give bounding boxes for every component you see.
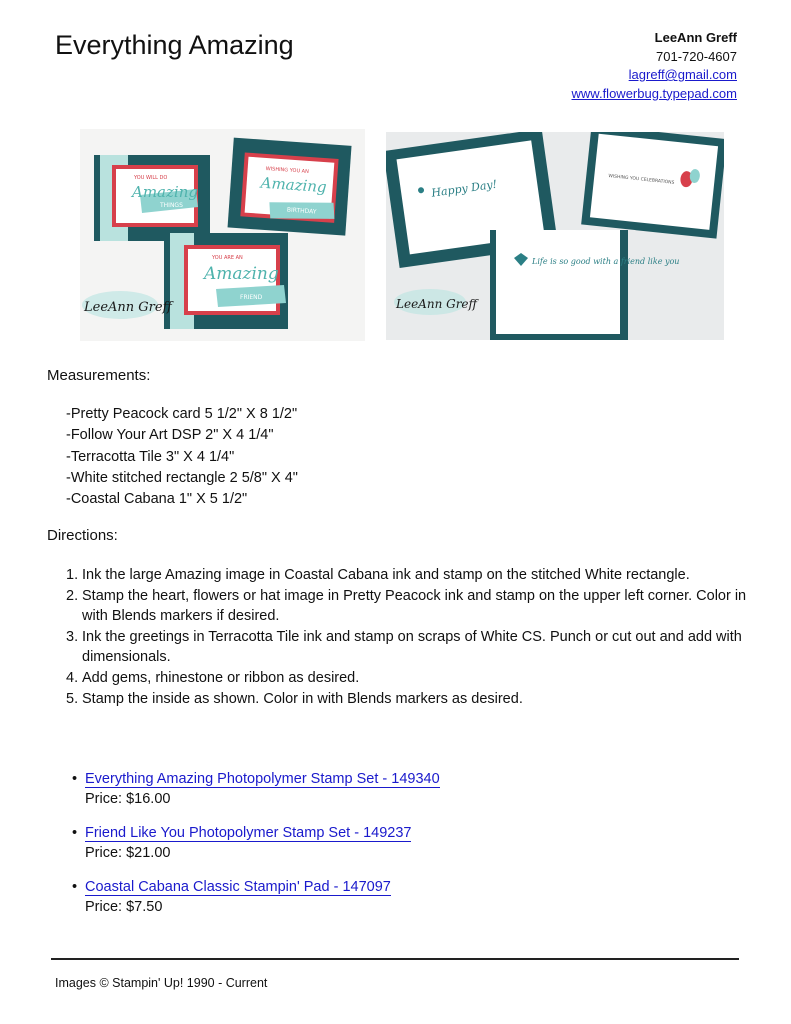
list-item: 3. Ink the greetings in Terracotta Tile ink and stamp on scraps of White CS. Punch or cut out and add with dimensionals.	[66, 628, 742, 666]
list-item: -Coastal Cabana 1" X 5 1/2"	[66, 491, 248, 508]
measurements-heading: Measurements:	[47, 367, 151, 384]
list-item: 4. Add gems, rhinestone or ribbon as desired.	[66, 669, 360, 686]
product-link[interactable]: Friend Like You Photopolymer Stamp Set - 149237	[85, 825, 412, 841]
page-title: Everything Amazing	[55, 30, 294, 60]
list-item: 5. Stamp the inside as shown. Color in with Blends markers as desired.	[66, 690, 523, 707]
list-item: -Terracotta Tile 3" X 4 1/4"	[66, 448, 235, 465]
product-item	[72, 823, 440, 863]
amazing-stamp-text: Amazing	[132, 183, 198, 201]
product-item	[72, 769, 440, 809]
list-item: 2. Stamp the heart, flowers or hat image in Pretty Peacock ink and stamp on the upper left corner. Color in with Blends markers if desired.	[66, 587, 747, 625]
sentiment-text: BIRTHDAY	[286, 206, 317, 216]
footer-divider	[51, 958, 739, 960]
sentiment-text: FRIEND	[240, 294, 263, 301]
sentiment-text: Happy Day!	[430, 177, 498, 200]
contact-block	[572, 29, 737, 103]
email-link[interactable]: lagreff@gmail.com	[628, 67, 737, 82]
amazing-stamp-text: Amazing	[204, 264, 279, 284]
amazing-stamp-text: Amazing	[260, 173, 328, 197]
sentiment-text: WISHING YOU CELEBRATIONS	[608, 173, 675, 186]
list-item: -White stitched rectangle 2 5/8" X 4"	[66, 469, 298, 486]
copyright-footer: Images © Stampin' Up! 1990 - Current	[55, 976, 268, 990]
phone-number: 701-720-4607	[656, 48, 737, 64]
product-list	[72, 769, 440, 931]
product-link[interactable]: Coastal Cabana Classic Stampin' Pad - 147097	[85, 879, 391, 895]
list-item: 1. Ink the large Amazing image in Coastal Cabana ink and stamp on the stitched White rectangle.	[66, 567, 690, 583]
list-item: -Pretty Peacock card 5 1/2" X 8 1/2"	[66, 406, 298, 422]
website-link[interactable]: www.flowerbug.typepad.com	[571, 85, 737, 101]
author-name: LeeAnn Greff	[654, 30, 737, 45]
sentiment-text: Life is so good with a friend like you	[532, 257, 680, 266]
sentiment-text: YOU ARE AN	[212, 255, 243, 261]
directions-heading: Directions:	[47, 527, 118, 544]
product-item	[72, 877, 440, 917]
card-insides-photo	[386, 132, 724, 340]
product-price: Price: $7.50	[85, 899, 163, 915]
sentiment-text: WISHING YOU AN	[265, 165, 309, 175]
measurements-list	[66, 404, 298, 510]
product-price: Price: $16.00	[85, 791, 171, 807]
card-fronts-illustration	[80, 129, 365, 341]
card-fronts-photo	[80, 129, 365, 341]
product-price: Price: $21.00	[85, 845, 171, 861]
sentiment-text: THINGS	[160, 202, 183, 209]
signature-text: LeeAnn Greff	[396, 297, 478, 311]
directions-list	[66, 565, 766, 709]
product-link[interactable]: Everything Amazing Photopolymer Stamp Set - 149340	[85, 771, 440, 787]
list-item: -Follow Your Art DSP 2" X 4 1/4"	[66, 427, 274, 444]
card-insides-illustration	[386, 132, 724, 340]
sentiment-text: YOU WILL DO	[134, 175, 168, 181]
signature-text: LeeAnn Greff	[84, 300, 172, 315]
